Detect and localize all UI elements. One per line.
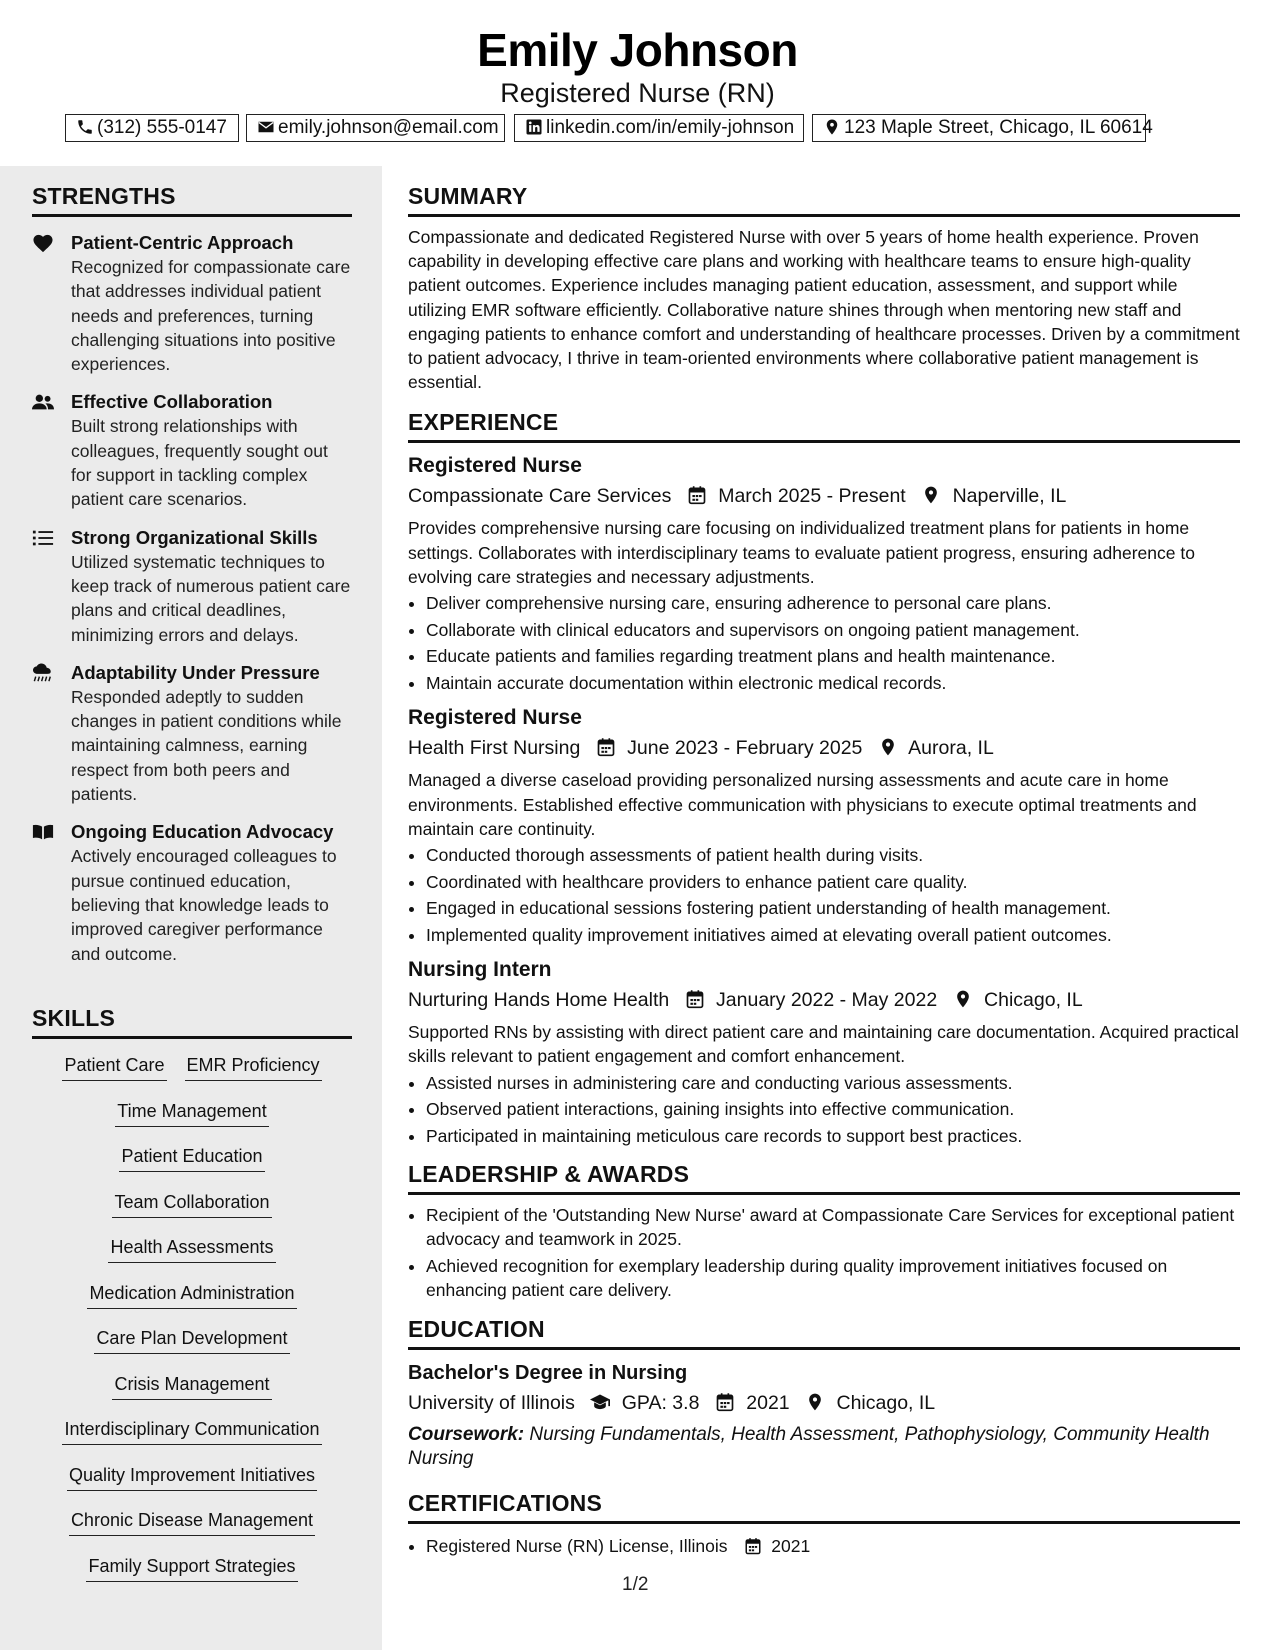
- calendar-icon: [744, 1537, 762, 1555]
- calendar-icon: [715, 1392, 735, 1412]
- job-bullet: • Maintain accurate documentation within electronic medical records.: [426, 671, 1240, 695]
- main-column: [408, 166, 1240, 1560]
- job-bullets: [408, 591, 1240, 695]
- strength-item: [32, 390, 352, 511]
- job-description: Provides comprehensive nursing care focusing on individualized treatment plans for patients in home settings. Collaborates with interdisciplinary teams to evaluate patient progress, ensuring adherence to evolving care strategies and necessary adjustments.: [408, 518, 1195, 587]
- job-title: Registered Nurse: [408, 706, 582, 730]
- skill-tag: Crisis Management: [112, 1372, 271, 1400]
- job-dates: June 2023 - February 2025: [627, 737, 863, 760]
- job-company: Nurturing Hands Home Health: [408, 989, 670, 1012]
- sidebar: [0, 166, 382, 1650]
- map-pin-icon: [878, 737, 898, 757]
- skill-tag: EMR Proficiency: [185, 1053, 322, 1081]
- candidate-role: Registered Nurse (RN): [500, 78, 775, 108]
- job-bullet: • Assisted nurses in administering care and conducting various assessments.: [426, 1071, 1240, 1095]
- users-icon: [32, 392, 54, 412]
- skill-tag: Care Plan Development: [94, 1326, 289, 1354]
- skills-section: [32, 1004, 352, 1599]
- job-meta: [408, 734, 1240, 762]
- calendar-icon: [687, 485, 707, 505]
- contact-phone-text: (312) 555-0147: [97, 117, 227, 138]
- education-gpa: GPA: 3.8: [621, 1391, 700, 1414]
- contact-email[interactable]: [246, 114, 505, 142]
- job-bullet: • Conducted thorough assessments of patient health during visits.: [426, 843, 1240, 867]
- education-degree: Bachelor's Degree in Nursing: [408, 1361, 688, 1384]
- strengths-title: STRENGTHS: [32, 182, 352, 217]
- job-bullet: • Coordinated with healthcare providers to enhance patient care quality.: [426, 870, 1240, 894]
- contact-phone[interactable]: [65, 114, 239, 142]
- leadership-bullets: [408, 1203, 1240, 1302]
- job-bullet: • Educate patients and families regarding treatment plans and health maintenance.: [426, 644, 1240, 668]
- strength-title: Ongoing Education Advocacy: [71, 821, 334, 843]
- certification-list: [408, 1534, 1240, 1558]
- job-company: Compassionate Care Services: [408, 485, 672, 508]
- strength-item: [32, 820, 352, 965]
- education-year: 2021: [746, 1391, 790, 1414]
- strength-title: Effective Collaboration: [71, 391, 273, 413]
- job-entry: [408, 705, 1240, 947]
- strength-title: Patient-Centric Approach: [71, 232, 294, 253]
- strength-desc: Utilized systematic techniques to keep track of numerous patient care plans and critical deadlines, minimizing errors and delays.: [71, 551, 351, 645]
- coursework-text: Nursing Fundamentals, Health Assessment, Pathophysiology, Community Health Nursing: [408, 1423, 1210, 1469]
- envelope-icon: [257, 118, 275, 136]
- map-pin-icon: [823, 118, 841, 136]
- job-entry: [408, 957, 1240, 1148]
- job-dates: March 2025 - Present: [718, 485, 906, 508]
- skill-tag: Team Collaboration: [112, 1190, 271, 1218]
- education-school: University of Illinois: [408, 1391, 575, 1414]
- job-dates: January 2022 - May 2022: [716, 989, 938, 1012]
- education-location: Chicago, IL: [836, 1391, 936, 1414]
- job-bullets: [408, 1071, 1240, 1149]
- certification-name: Registered Nurse (RN) License, Illinois: [426, 1535, 728, 1556]
- strength-desc: Responded adeptly to sudden changes in patient conditions while maintaining calmness, earning respect from both peers and patients.: [71, 686, 342, 805]
- job-company: Health First Nursing: [408, 737, 581, 760]
- skill-tag: Quality Improvement Initiatives: [67, 1463, 317, 1491]
- map-pin-icon: [921, 485, 941, 505]
- certifications-section: [408, 1489, 1240, 1558]
- cloud-rain-icon: [32, 663, 54, 683]
- certification-item: [426, 1534, 1240, 1558]
- job-entry: [408, 453, 1240, 695]
- job-bullet: • Engaged in educational sessions fostering patient understanding of health management.: [426, 896, 1240, 920]
- graduation-cap-icon: [590, 1392, 610, 1412]
- experience-title: EXPERIENCE: [408, 408, 1240, 443]
- calendar-icon: [685, 989, 705, 1009]
- page-number: 1/2: [622, 1574, 649, 1595]
- education-coursework: [408, 1423, 1240, 1471]
- book-open-icon: [32, 822, 54, 842]
- strength-item: [32, 231, 352, 376]
- leadership-bullet: • Achieved recognition for exemplary leadership during quality improvement initiatives focused on enhancing patient care delivery.: [426, 1254, 1240, 1302]
- phone-icon: [76, 118, 94, 136]
- job-bullets: [408, 843, 1240, 947]
- job-meta: [408, 986, 1240, 1014]
- leadership-section: [408, 1160, 1240, 1302]
- coursework-label: Coursework:: [408, 1423, 525, 1445]
- job-location: Naperville, IL: [952, 485, 1067, 508]
- skill-tag: Patient Education: [119, 1144, 264, 1172]
- experience-section: [408, 408, 1240, 1148]
- strength-title: Strong Organizational Skills: [71, 526, 318, 548]
- certifications-title: CERTIFICATIONS: [408, 1489, 1240, 1524]
- skill-tag: Chronic Disease Management: [69, 1508, 315, 1536]
- job-bullet: • Implemented quality improvement initiatives aimed at elevating overall patient outcomes.: [426, 923, 1240, 947]
- job-title: Nursing Intern: [408, 958, 552, 982]
- heart-icon: [32, 233, 54, 253]
- strengths-section: [32, 182, 352, 966]
- skill-tag: Time Management: [115, 1099, 268, 1127]
- skills-title: SKILLS: [32, 1004, 352, 1039]
- skill-tag: Health Assessments: [108, 1235, 275, 1263]
- strength-item: [32, 526, 352, 647]
- contact-bar: [0, 114, 1275, 144]
- map-pin-icon: [805, 1392, 825, 1412]
- strength-desc: Recognized for compassionate care that addresses individual patient needs and preferences, turning challenging situations into positive experiences.: [71, 257, 351, 375]
- leadership-title: LEADERSHIP & AWARDS: [408, 1160, 1240, 1195]
- job-meta: [408, 482, 1240, 510]
- strength-desc: Actively encouraged colleagues to pursue continued education, believing that knowledge leads to improved caregiver performance and outcome.: [71, 846, 337, 964]
- strength-title: Adaptability Under Pressure: [71, 661, 320, 683]
- summary-text: Compassionate and dedicated Registered Nurse with over 5 years of home health experience. Proven capability in developing effective care plans and working with healthcare teams to ensure high-quality patient outcomes. Experience includes managing patient education, assessment, and support while utilizing EMR software efficiently. Collaborative nature shines through when mentoring new staff and engaging patients to enhance comfort and understanding of healthcare processes. Driven by a commitment to patient advocacy, I thrive in team-oriented environments where collaborative patient management is essential.: [408, 227, 1240, 393]
- contact-address: [812, 114, 1153, 142]
- map-pin-icon: [953, 989, 973, 1009]
- contact-address-text: 123 Maple Street, Chicago, IL 60614: [844, 117, 1153, 138]
- job-title: Registered Nurse: [408, 454, 582, 478]
- contact-linkedin[interactable]: [514, 114, 804, 142]
- skill-tag: Interdisciplinary Communication: [62, 1417, 321, 1445]
- candidate-name: Emily Johnson: [477, 24, 798, 76]
- job-bullet: • Observed patient interactions, gaining insights into effective communication.: [426, 1097, 1240, 1121]
- skill-list: [32, 1053, 352, 1599]
- contact-linkedin-text: linkedin.com/in/emily-johnson: [546, 117, 795, 138]
- job-description: Supported RNs by assisting with direct patient care and maintaining care documentation. Acquired practical skills relevant to patient engagement and comfort enhancement.: [408, 1022, 1239, 1067]
- certification-year: 2021: [771, 1535, 811, 1556]
- job-bullet: • Collaborate with clinical educators and supervisors on ongoing patient management.: [426, 618, 1240, 642]
- education-section: [408, 1315, 1240, 1471]
- leadership-bullet: • Recipient of the 'Outstanding New Nurse' award at Compassionate Care Services for exceptional patient advocacy and teamwork in 2025.: [426, 1203, 1240, 1251]
- education-meta: [408, 1389, 1240, 1417]
- education-title: EDUCATION: [408, 1315, 1240, 1350]
- job-location: Chicago, IL: [984, 989, 1083, 1012]
- list-icon: [32, 528, 54, 548]
- job-description: Managed a diverse caseload providing personalized nursing assessments and acute care in home environments. Established effective communication with physicians to execute optimal treatments and maintain care continuity.: [408, 770, 1197, 839]
- job-location: Aurora, IL: [908, 737, 994, 760]
- calendar-icon: [596, 737, 616, 757]
- summary-section: [408, 182, 1240, 394]
- skill-tag: Medication Administration: [87, 1281, 296, 1309]
- skill-tag: Patient Care: [62, 1053, 166, 1081]
- job-bullet: • Participated in maintaining meticulous care records to support best practices.: [426, 1124, 1240, 1148]
- strength-desc: Built strong relationships with colleagues, frequently sought out for support in tackling complex patient care scenarios.: [71, 416, 328, 510]
- summary-title: SUMMARY: [408, 182, 1240, 217]
- contact-email-text: emily.johnson@email.com: [278, 117, 499, 138]
- job-bullet: • Deliver comprehensive nursing care, ensuring adherence to personal care plans.: [426, 591, 1240, 615]
- strength-item: [32, 661, 352, 806]
- skill-tag: Family Support Strategies: [86, 1554, 297, 1582]
- linkedin-icon: [525, 118, 543, 136]
